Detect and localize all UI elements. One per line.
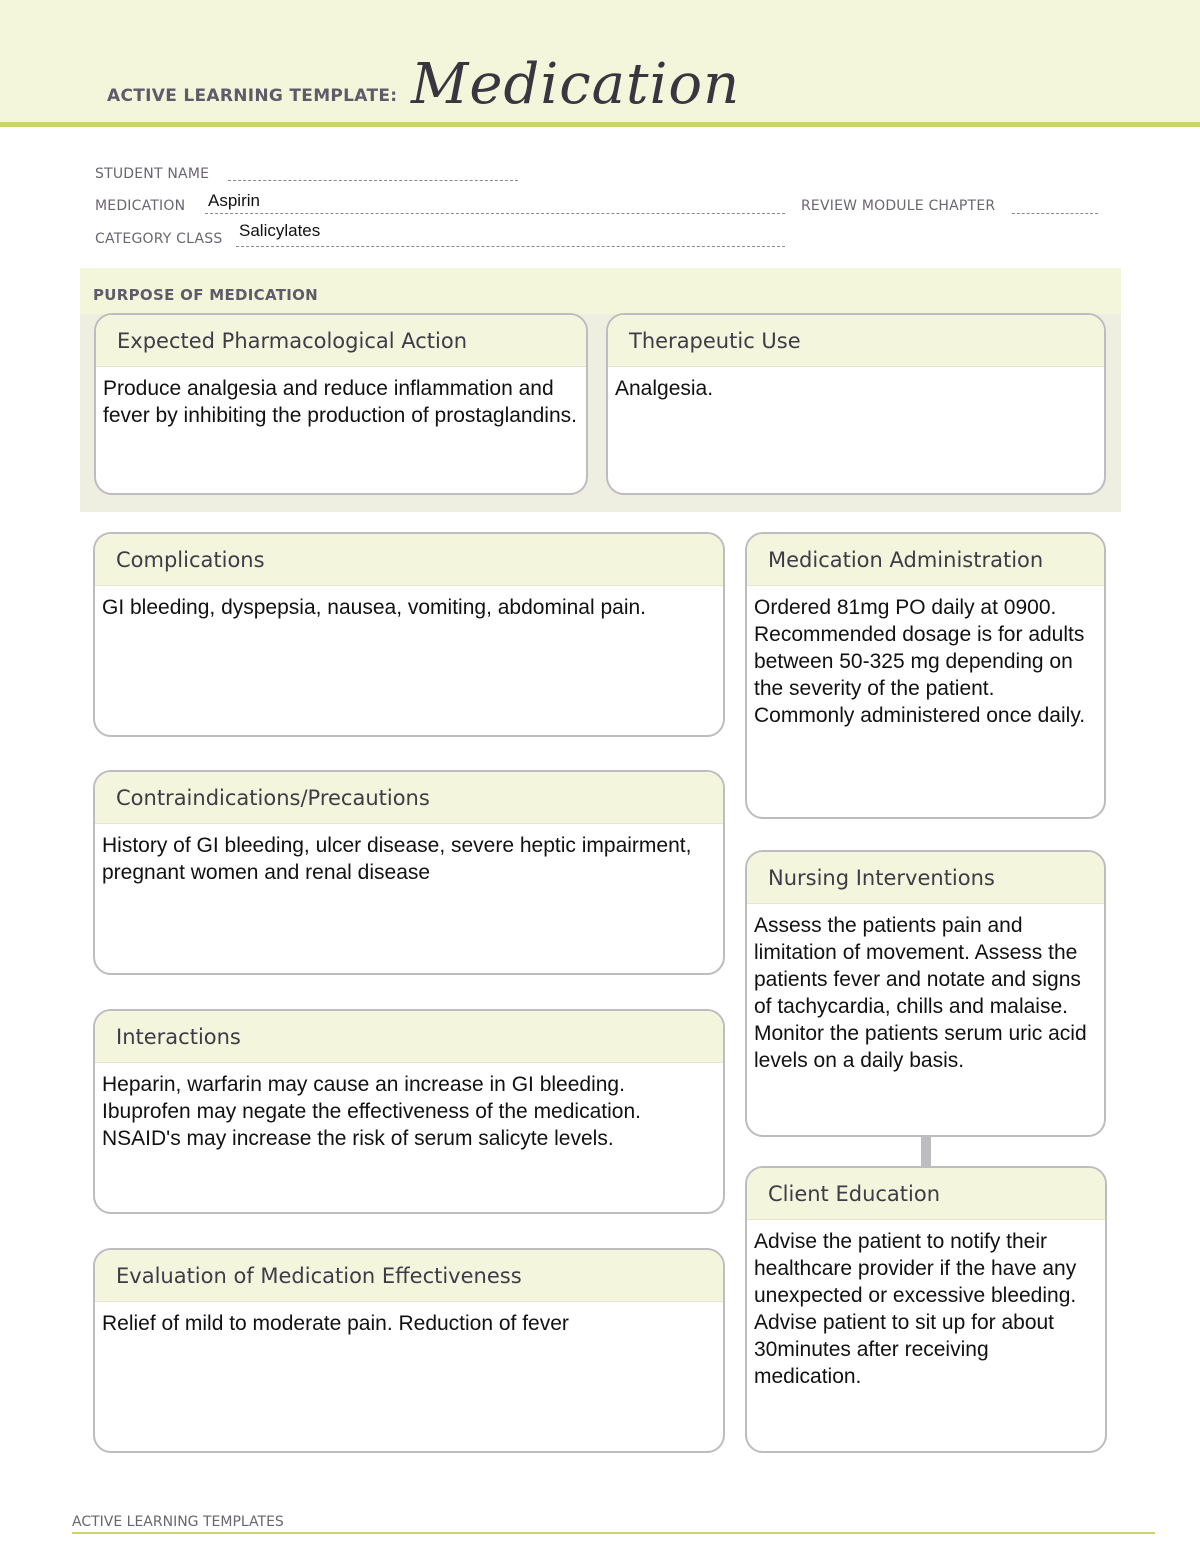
footer-rule [72,1532,1155,1534]
medication-line [205,213,785,214]
education-card [745,1166,1107,1453]
contraindications-card [93,770,725,975]
administration-card [745,532,1106,819]
expected-action-text[interactable]: Produce analgesia and reduce inflammation and fever by inhibiting the production of prostaglandins. [103,377,577,427]
medication-label: MEDICATION [95,198,186,214]
administration-text[interactable]: Ordered 81mg PO daily at 0900. Recommended dosage is for adults between 50-325 mg depending on the severity of the patient. Commonly administered once daily. [754,596,1086,727]
administration-title: Medication Administration [747,534,1104,586]
review-module-line [1012,213,1098,214]
education-title: Client Education [747,1168,1105,1220]
medication-field[interactable]: Aspirin [208,191,260,210]
page-title: Medication [411,52,741,117]
nursing-card [745,850,1106,1137]
footer-label: ACTIVE LEARNING TEMPLATES [72,1514,284,1530]
expected-action-card [94,313,588,495]
therapeutic-use-title: Therapeutic Use [608,315,1104,367]
student-name-line [228,180,518,181]
interactions-title: Interactions [95,1011,723,1063]
evaluation-text[interactable]: Relief of mild to moderate pain. Reduction of fever [102,1312,569,1335]
nursing-title: Nursing Interventions [747,852,1104,904]
contraindications-text[interactable]: History of GI bleeding, ulcer disease, severe heptic impairment, pregnant women and renal disease [102,834,692,884]
contraindications-title: Contraindications/Precautions [95,772,723,824]
therapeutic-use-card [606,313,1106,495]
review-module-label: REVIEW MODULE CHAPTER [801,198,996,214]
category-class-line [236,246,785,247]
interactions-card [93,1009,725,1214]
category-class-label: CATEGORY CLASS [95,231,223,247]
purpose-label: PURPOSE OF MEDICATION [93,286,319,304]
therapeutic-use-text[interactable]: Analgesia. [615,377,714,400]
complications-text[interactable]: GI bleeding, dyspepsia, nausea, vomiting, abdominal pain. [102,596,647,619]
header-rule [0,122,1200,127]
complications-card [93,532,725,737]
expected-action-title: Expected Pharmacological Action [96,315,586,367]
evaluation-title: Evaluation of Medication Effectiveness [95,1250,723,1302]
student-name-label: STUDENT NAME [95,166,210,182]
interactions-text[interactable]: Heparin, warfarin may cause an increase in GI bleeding. Ibuprofen may negate the effectiveness of the medication. NSAID's may increase the risk of serum salicyte levels. [102,1073,641,1150]
complications-title: Complications [95,534,723,586]
category-class-field[interactable]: Salicylates [239,221,321,240]
template-label: ACTIVE LEARNING TEMPLATE: [107,86,398,106]
education-text[interactable]: Advise the patient to notify their healthcare provider if the have any unexpected or excessive bleeding. Advise patient to sit up for about 30minutes after receiving medication. [754,1230,1077,1388]
connector-bar [921,1135,931,1167]
nursing-text[interactable]: Assess the patients pain and limitation of movement. Assess the patients fever and notate and signs of tachycardia, chills and malaise. Monitor the patients serum uric acid levels on a daily basis. [754,914,1087,1072]
evaluation-card [93,1248,725,1453]
